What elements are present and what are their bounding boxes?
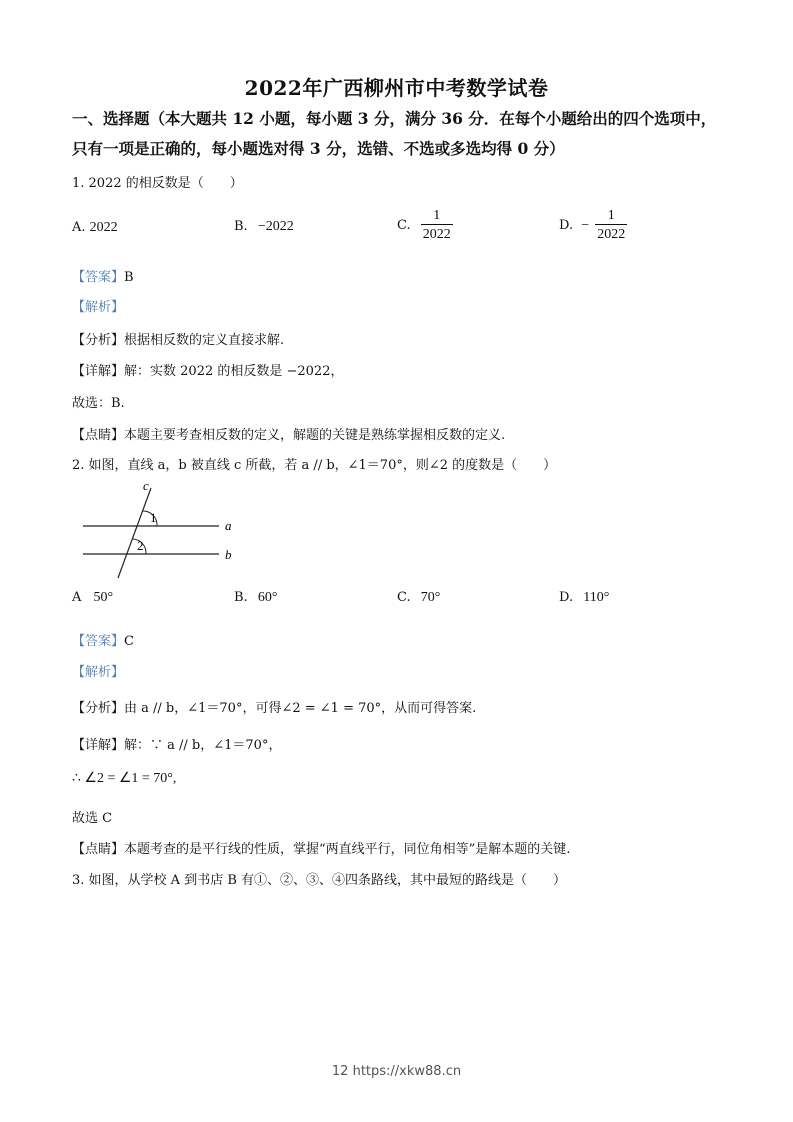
- option-label: B.: [234, 219, 248, 234]
- page-footer: 12 https://xkw88.cn: [331, 1064, 462, 1079]
- dianjing-text: 本题考查的是平行线的性质，掌握“两直线平行，同位角相等”是解本题的关键.: [124, 842, 571, 857]
- option-value: 70°: [420, 590, 441, 605]
- q2-option-b: [234, 590, 277, 606]
- fraction: [421, 208, 453, 243]
- q2-option-c: [397, 590, 440, 606]
- section-heading: [72, 104, 732, 164]
- q1-xiangjie: [72, 360, 343, 379]
- section-heading-line-1: 一、选择题（本大题共 12 小题，每小题 3 分，满分 36 分．在每个小题给出的四个选项中，: [72, 109, 717, 128]
- parallel-lines-figure: [78, 478, 248, 583]
- option-value: 60°: [257, 590, 278, 605]
- angle-label-1: 1: [150, 510, 157, 525]
- line-label-c: c: [143, 478, 149, 493]
- answer-value: B: [124, 270, 134, 285]
- xiangjie-text: 解：实数 2022 的相反数是 −2022，: [124, 364, 344, 379]
- option-label: D.: [559, 590, 574, 605]
- q2-xiangjie: [72, 734, 281, 753]
- answer-label: 【答案】: [72, 634, 125, 649]
- option-value: −2022: [257, 219, 294, 234]
- negative-sign: −: [581, 218, 590, 233]
- q1-option-a: [72, 220, 118, 236]
- angle-label-2: 2: [137, 538, 144, 553]
- question-2-stem: 2. 如图，直线 a，b 被直线 c 所截，若 a // b，∠1＝70°，则∠2 的度数是（ ）: [72, 458, 557, 473]
- line-label-a: a: [225, 518, 232, 533]
- question-3-stem: 3. 如图，从学校 A 到书店 B 有①、②、③、④四条路线，其中最短的路线是（ ）: [72, 873, 567, 888]
- fenxi-text: 由 a // b，∠1＝70°，可得∠2 = ∠1 = 70°，从而可得答案.: [124, 701, 477, 716]
- option-label: B.: [234, 590, 248, 605]
- answer-label: 【答案】: [72, 270, 125, 285]
- answer-value: C: [124, 634, 134, 649]
- dianjing-label: 【点睛】: [72, 842, 125, 857]
- xiangjie-text: 解：∵ a // b，∠1＝70°，: [124, 738, 282, 753]
- line-label-b: b: [225, 547, 232, 562]
- denominator: 2022: [595, 224, 627, 243]
- option-label: A: [72, 590, 82, 605]
- q2-option-a: [72, 590, 113, 606]
- option-value: 50°: [93, 590, 114, 605]
- q2-step: ∴ ∠2 = ∠1 = 70°,: [72, 771, 177, 786]
- q1-dianjing: [72, 424, 505, 443]
- q1-option-d: [559, 208, 627, 243]
- option-label: C.: [397, 218, 411, 233]
- q1-option-c: [397, 208, 453, 243]
- q1-conclusion: 故选：B.: [72, 396, 125, 411]
- option-label: D.: [559, 218, 574, 233]
- fenxi-text: 根据相反数的定义直接求解.: [124, 333, 285, 348]
- numerator: 1: [433, 208, 441, 223]
- q1-option-b: [234, 219, 294, 235]
- xiangjie-label: 【详解】: [72, 738, 125, 753]
- numerator: 1: [607, 208, 615, 223]
- q1-answer: [72, 266, 134, 285]
- question-1-stem: 1. 2022 的相反数是（ ）: [72, 176, 243, 191]
- option-value: 2022: [89, 220, 118, 235]
- q2-conclusion: 故选 C: [72, 811, 113, 826]
- q1-analysis-label: 【解析】: [72, 300, 125, 315]
- dianjing-label: 【点睛】: [72, 428, 125, 443]
- q2-fenxi: [72, 697, 476, 716]
- q1-fenxi: [72, 329, 284, 348]
- q2-analysis-label: 【解析】: [72, 665, 125, 680]
- xiangjie-label: 【详解】: [72, 364, 125, 379]
- option-value: 110°: [583, 590, 610, 605]
- option-label: C.: [397, 590, 411, 605]
- q2-option-d: [559, 590, 609, 606]
- section-heading-line-2: 只有一项是正确的，每小题选对得 3 分，选错、不选或多选均得 0 分）: [72, 139, 565, 158]
- denominator: 2022: [421, 224, 453, 243]
- page-title: 2022年广西柳州市中考数学试卷: [244, 76, 549, 100]
- q2-dianjing: [72, 838, 570, 857]
- fraction: [595, 208, 627, 243]
- option-label: A.: [72, 220, 86, 235]
- q2-answer: [72, 630, 134, 649]
- fenxi-label: 【分析】: [72, 701, 125, 716]
- dianjing-text: 本题主要考查相反数的定义，解题的关键是熟练掌握相反数的定义.: [124, 428, 506, 443]
- fenxi-label: 【分析】: [72, 333, 125, 348]
